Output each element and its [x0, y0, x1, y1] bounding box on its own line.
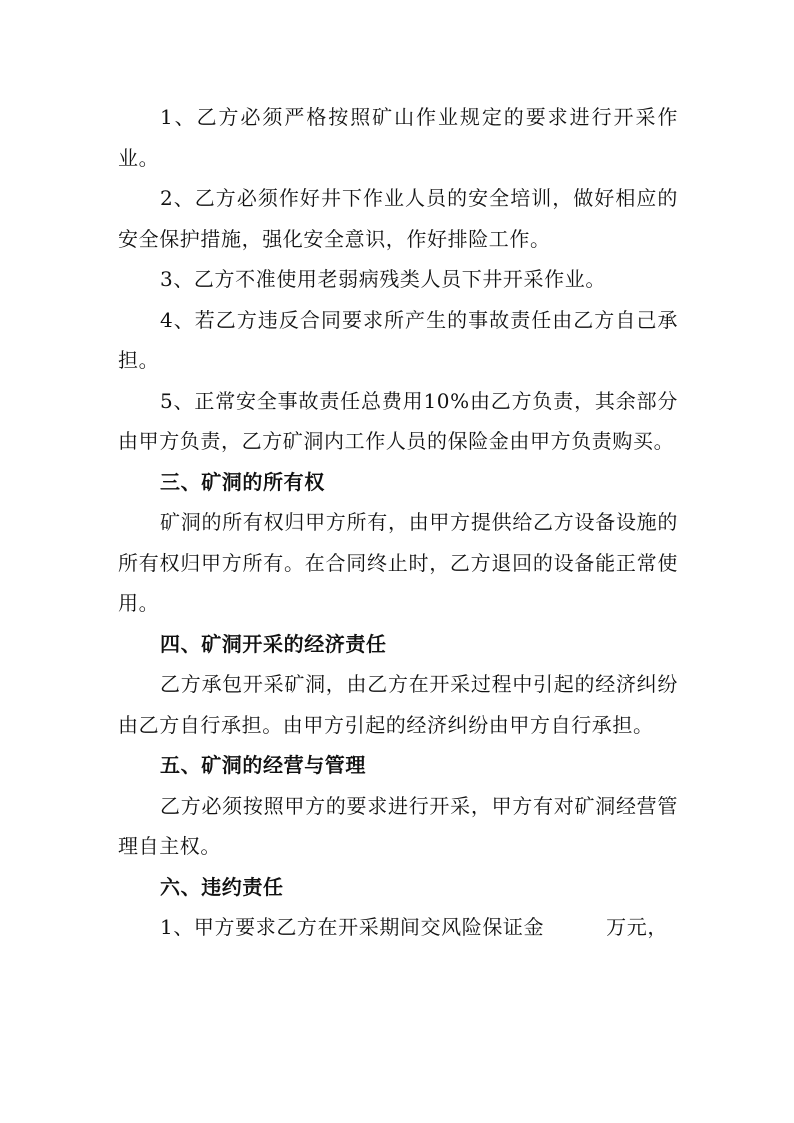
breach-clause-1-unit: 万元，: [606, 915, 668, 939]
breach-clause-1-text: 1、甲方要求乙方在开采期间交风险保证金: [160, 915, 545, 939]
economic-responsibility-paragraph: 乙方承包开采矿洞，由乙方在开采过程中引起的经济纠纷由乙方自行承担。由甲方引起的经济纠纷由甲方自行承担。: [118, 672, 678, 737]
ownership-paragraph: 矿洞的所有权归甲方所有，由甲方提供给乙方设备设施的所有权归甲方所有。在合同终止时，乙方退回的设备能正常使用。: [118, 510, 678, 615]
section-heading-economic-responsibility: 四、矿洞开采的经济责任: [160, 631, 387, 656]
management-paragraph: 乙方必须按照甲方的要求进行开采，甲方有对矿洞经营管理自主权。: [118, 793, 678, 858]
clause-5: 5、正常安全事故责任总费用10%由乙方负责，其余部分由甲方负责，乙方矿洞内工作人员的保险金由甲方负责购买。: [118, 388, 678, 453]
section-heading-ownership: 三、矿洞的所有权: [160, 469, 325, 494]
document-body: [118, 97, 678, 948]
clause-1: 1、乙方必须严格按照矿山作业规定的要求进行开采作业。: [118, 105, 678, 170]
clause-4: 4、若乙方违反合同要求所产生的事故责任由乙方自己承担。: [118, 307, 678, 372]
clause-2: 2、乙方必须作好井下作业人员的安全培训，做好相应的安全保护措施，强化安全意识，作好排险工作。: [118, 186, 678, 251]
clause-3: 3、乙方不准使用老弱病残类人员下井开采作业。: [160, 267, 606, 291]
breach-clause-1: [118, 907, 678, 948]
section-heading-breach-liability: 六、违约责任: [160, 874, 284, 899]
section-heading-management: 五、矿洞的经营与管理: [160, 753, 366, 777]
